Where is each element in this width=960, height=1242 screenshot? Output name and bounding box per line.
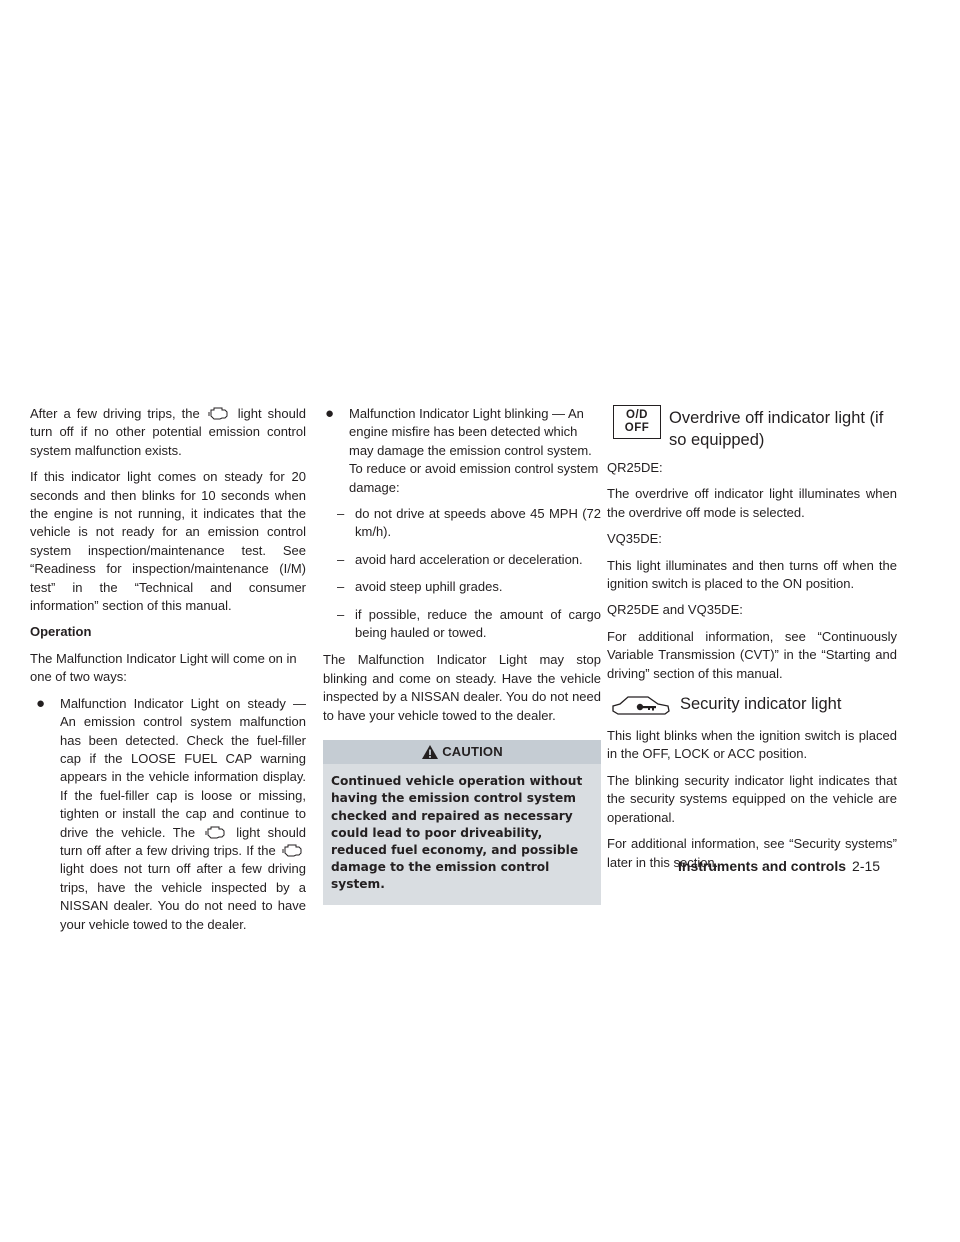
qr25de-text: The overdrive off indicator light illuminates when the overdrive off mode is selected.	[607, 486, 897, 520]
bullet-steady	[30, 695, 306, 934]
bullet-dot: ●	[325, 405, 335, 422]
text-segment: light should turn off if no other potential emission control system malfunction exists.	[30, 406, 306, 458]
warning-triangle-icon	[421, 744, 439, 760]
section-title: Instruments and controls	[678, 858, 847, 874]
dash-item: – avoid steep uphill grades.	[337, 579, 503, 595]
both-engines-label: QR25DE and VQ35DE:	[607, 602, 743, 618]
security-paragraph-2: The blinking security indicator light indicates that the security systems equipped on the vehicle are operational.	[607, 772, 897, 825]
check-engine-icon	[282, 843, 304, 857]
check-engine-icon	[205, 825, 227, 839]
security-heading-row	[607, 691, 897, 719]
bullet-blinking	[323, 405, 601, 497]
security-heading: Security indicator light	[680, 695, 842, 714]
overdrive-off-icon	[613, 405, 661, 439]
paragraph-after-trips	[30, 405, 306, 460]
icon-label: O/D	[626, 409, 648, 421]
overdrive-heading-row	[607, 405, 897, 451]
security-paragraph-1: This light blinks when the ignition switch is placed in the OFF, LOCK or ACC position.	[607, 728, 897, 762]
both-engines-text: For additional information, see “Continuously Variable Transmission (CVT)” in the “Starting and driving” section of this manual.	[607, 628, 897, 681]
column-middle	[323, 405, 601, 905]
check-engine-icon	[208, 406, 230, 420]
caution-title: CAUTION	[442, 743, 503, 759]
vq35de-text: This light illuminates and then turns off when the ignition switch is placed to the ON position.	[607, 557, 897, 592]
caution-header	[323, 740, 601, 764]
text-segment: After a few driving trips, the	[30, 406, 200, 421]
qr25de-label: QR25DE:	[607, 460, 663, 475]
text-segment: Malfunction Indicator Light blinking — An engine misfire has been detected which may damage the emission control system. To reduce or avoid emission control system damage:	[349, 406, 599, 495]
column-left	[30, 405, 306, 942]
page-number: 2-15	[852, 858, 881, 874]
icon-label: OFF	[624, 422, 650, 434]
dash-item: – do not drive at speeds above 45 MPH (72 km/h).	[337, 506, 601, 540]
car-key-icon	[610, 693, 672, 719]
text-segment: light does not turn off after a few driving trips, have the vehicle inspected by a NISSAN dealer. You do not need to have your vehicle towed to the dealer.	[60, 861, 306, 932]
dash-item: – avoid hard acceleration or deceleration.	[337, 551, 583, 567]
operation-heading: Operation	[30, 624, 92, 640]
dash-item: – if possible, reduce the amount of cargo being hauled or towed.	[337, 606, 601, 641]
caution-box	[323, 740, 601, 904]
page-footer	[678, 857, 880, 875]
security-paragraph-3: For additional information, see “Security systems” later in this section.	[607, 836, 897, 870]
paragraph-two-ways: The Malfunction Indicator Light will come on in one of two ways:	[30, 650, 297, 685]
caution-text: Continued vehicle operation without having the emission control system checked and repaired as necessary could lead to poor driveability, reduced fuel economy, and possible damage to the emission control system.	[331, 774, 583, 892]
paragraph-readiness: If this indicator light comes on steady for 20 seconds and then blinks for 10 seconds when the engine is not running, it indicates that the vehicle is not ready for an emission control system inspection/maintenance test. See “Readiness for inspection/maintenance (I/M) test” in the “Technical and consumer information” section of this manual.	[30, 469, 306, 614]
overdrive-heading: Overdrive off indicator light (if so equipped)	[669, 409, 884, 449]
text-segment: light should turn off after a few driving trips. If the	[60, 824, 306, 858]
bullet-dot: ●	[36, 694, 46, 712]
text-segment: Malfunction Indicator Light on steady — An emission control system malfunction has been detected. Check the fuel-filler cap if the LOOSE FUEL CAP warning appears in the vehicle information display. If the fuel-filler cap is loose or missing, tighten or install the cap and continue to drive the vehicle. The	[60, 695, 306, 840]
paragraph-stop-blinking: The Malfunction Indicator Light may stop blinking and come on steady. Have the vehicle inspected by a NISSAN dealer. You do not need to have your vehicle towed to the dealer.	[323, 652, 601, 723]
vq35de-label: VQ35DE:	[607, 531, 662, 547]
column-right	[607, 405, 897, 880]
